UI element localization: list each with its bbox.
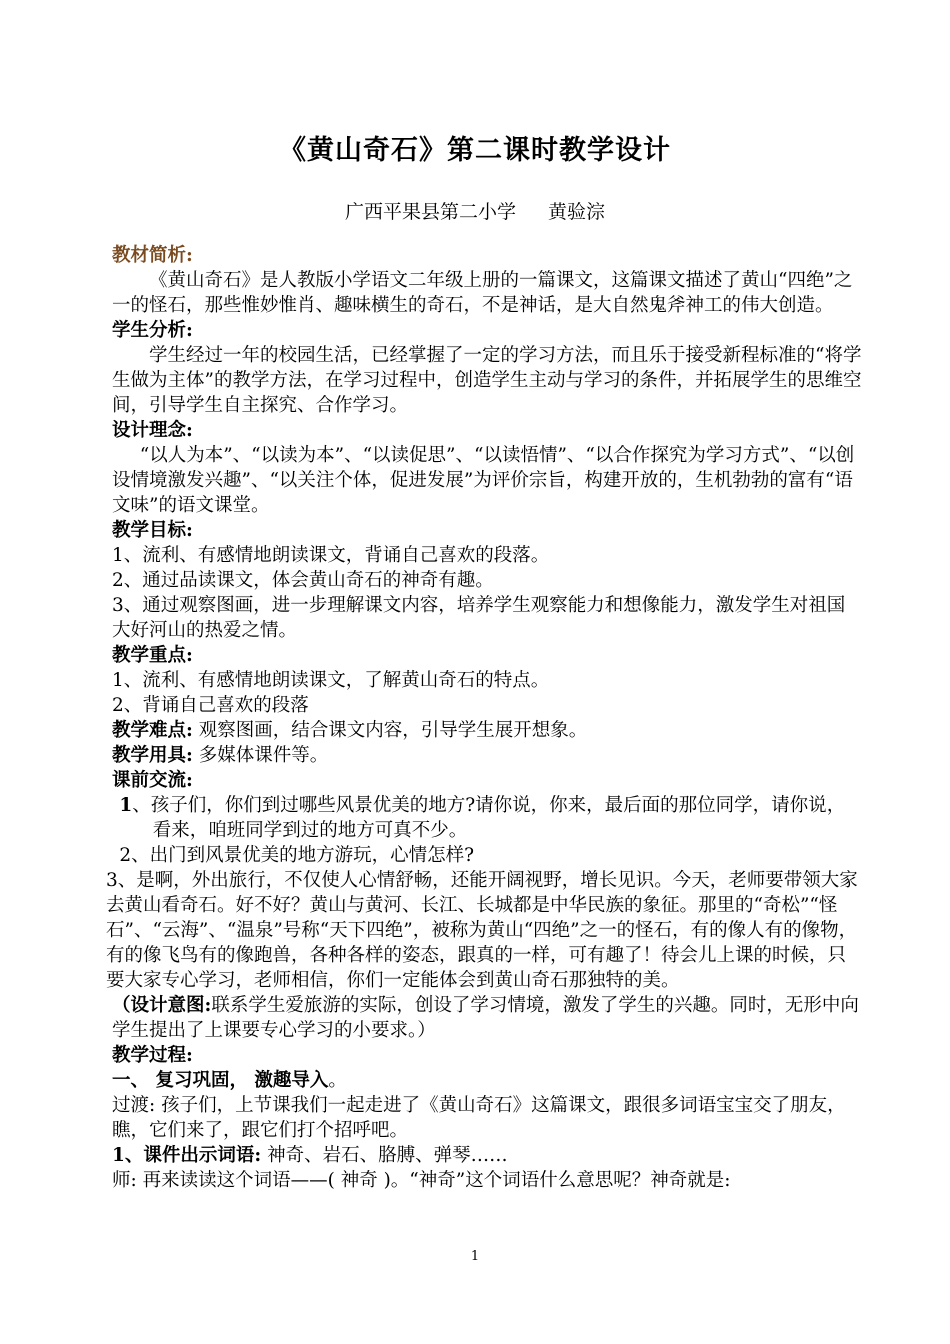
design-intent-text: 联系学生爱旅游的实际，创设了学习情境，激发了学生的兴趣。同时，无形中向学生提出了上课要专心学习的小要求。）	[112, 995, 859, 1041]
heading-jiaocai: 教材简析:	[112, 245, 193, 266]
list-item-kejian-2: 2、出门到风景优美的地方游玩，心情怎样?	[119, 845, 475, 866]
step-1-label: 一、 复习巩固， 激趣导入	[112, 1070, 329, 1091]
step-1	[112, 1068, 862, 1093]
heading-zhongdian: 教学重点:	[112, 645, 193, 666]
item-text: 、孩子们，你们到过哪些风景优美的地方?请你说，你来，最后面的那位同学，请你说，看来，咱班同学到过的地方可真不少。	[132, 795, 846, 841]
item-number: 1	[119, 795, 133, 816]
kejian-words-label: 1、课件出示词语:	[112, 1145, 262, 1166]
kejian-words: 神奇、岩石、胳膊、弹琴……	[267, 1145, 508, 1166]
list-item-kejian-3: 3、是啊，外出旅行，不仅使人心情舒畅，还能开阔视野，增长见识。今天，老师要带领大家去黄山看奇石。好不好？黄山与黄河、长江、长城都是中华民族的象征。那里的“奇松”“怪石”、“云海”、“温泉”号称“天下四绝”，被称为黄山“四绝”之一的怪石，有的像人有的像物，有的像飞鸟有的像跑兽，各种各样的姿态，跟真的一样，可有趣了！待会儿上课的时候，只要大家专心学习，老师相信，你们一定能体会到黄山奇石那独特的美。	[106, 870, 858, 991]
design-intent-label: （设计意图:	[112, 995, 212, 1016]
author-school: 广西平果县第二小学	[344, 201, 516, 223]
document-title: 《黄山奇石》第二课时教学设计	[279, 135, 671, 166]
line-kejian-words	[112, 1143, 862, 1168]
heading-guocheng: 教学过程:	[112, 1045, 193, 1066]
list-item-mubiao-3: 3、通过观察图画，进一步理解课文内容，培养学生观察能力和想像能力，激发学生对祖国大好河山的热爱之情。	[112, 595, 846, 641]
design-intent	[112, 993, 862, 1043]
text-nandian: 观察图画，结合课文内容，引导学生展开想象。	[198, 720, 588, 741]
list-item-mubiao-1: 1、流利、有感情地朗读课文，背诵自己喜欢的段落。	[112, 545, 550, 566]
document-body	[106, 243, 862, 1193]
author-name: 黄验淙	[548, 201, 606, 223]
line-yongju	[112, 743, 862, 768]
text-yongju: 多媒体课件等。	[198, 745, 329, 766]
page-number: 1	[470, 1249, 480, 1264]
heading-linian: 设计理念:	[112, 420, 193, 441]
line-nandian	[112, 718, 862, 743]
step-1-end: 。	[328, 1070, 347, 1091]
heading-kejian: 课前交流:	[112, 770, 193, 791]
paragraph-shi: 师: 再来读读这个词语——( 神奇 )。“神奇”这个词语什么意思呢？神奇就是:	[112, 1170, 731, 1191]
paragraph-linian: “以人为本”、“以读为本”、“以读促思”、“以读悟情”、“以合作探究为学习方式”、“以创设情境激发兴趣”、“以关注个体，促进发展”为评价宗旨，构建开放的，生机勃勃的富有“语文味”的语文课堂。	[112, 445, 855, 516]
list-item-zhongdian-2: 2、背诵自己喜欢的段落	[112, 695, 309, 716]
paragraph-xuesheng: 学生经过一年的校园生活，已经掌握了一定的学习方法，而且乐于接受新程标准的“将学生做为主体”的教学方法，在学习过程中，创造学生主动与学习的条件，并拓展学生的思维空间，引导学生自主探究、合作学习。	[112, 345, 862, 416]
paragraph-guodu: 过渡: 孩子们，上节课我们一起走进了《黄山奇石》这篇课文，跟很多词语宝宝交了朋友，瞧，它们来了，跟它们打个招呼吧。	[112, 1095, 846, 1141]
paragraph-jiaocai: 《黄山奇石》是人教版小学语文二年级上册的一篇课文，这篇课文描述了黄山“四绝”之一的怪石，那些惟妙惟肖、趣味横生的奇石，不是神话，是大自然鬼斧神工的伟大创造。	[112, 270, 853, 316]
list-item-mubiao-2: 2、通过品读课文，体会黄山奇石的神奇有趣。	[112, 570, 494, 591]
list-item-zhongdian-1: 1、流利、有感情地朗读课文，了解黄山奇石的特点。	[112, 670, 550, 691]
author-line	[0, 197, 950, 224]
heading-yongju: 教学用具:	[112, 745, 193, 766]
heading-nandian: 教学难点:	[112, 720, 193, 741]
heading-xuesheng: 学生分析:	[112, 320, 193, 341]
heading-mubiao: 教学目标:	[112, 520, 193, 541]
list-item-kejian-1	[112, 793, 862, 843]
